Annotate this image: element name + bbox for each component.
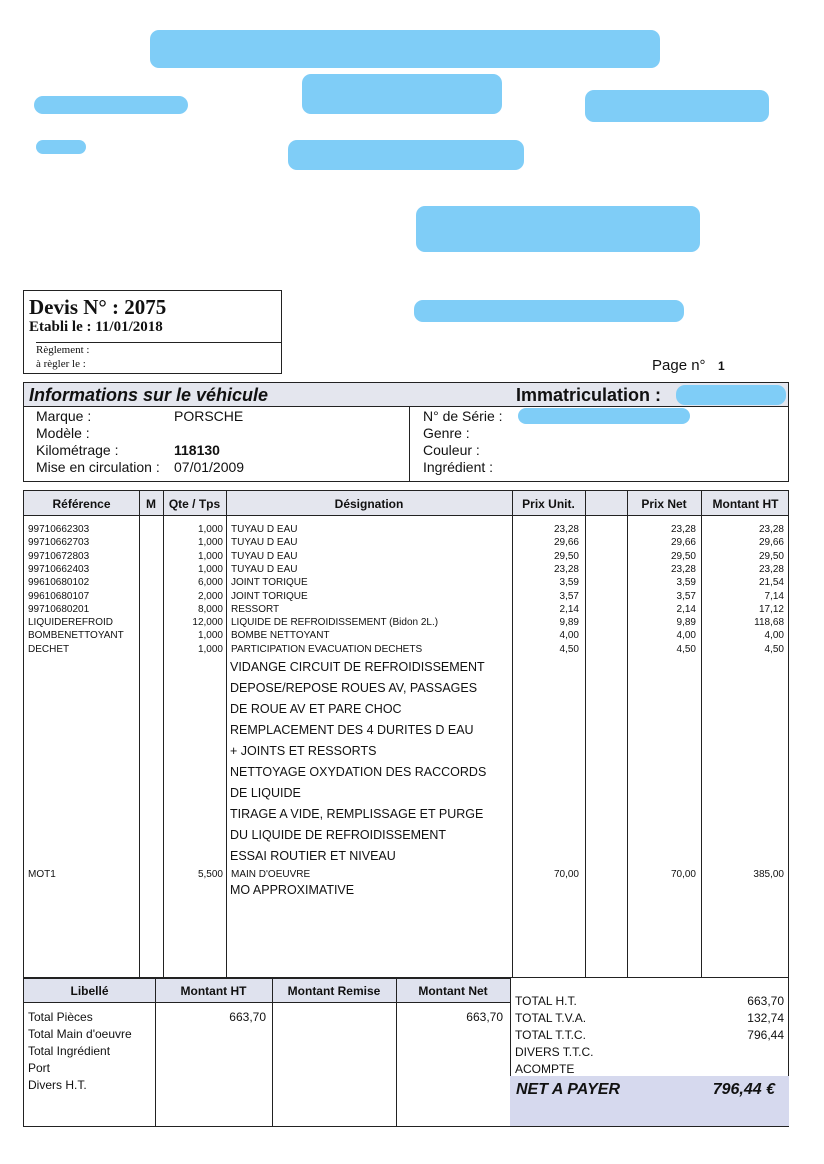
- row-prix-unit: 3,59: [559, 577, 579, 589]
- col-divider: [585, 491, 586, 977]
- note-line: ESSAI ROUTIER ET NIVEAU: [230, 849, 396, 863]
- header-qte: Qte / Tps: [168, 497, 221, 511]
- row-prix-unit: 23,28: [553, 563, 579, 575]
- circulation-value: 07/01/2009: [174, 459, 245, 475]
- row-reference: 99710662403: [28, 563, 90, 575]
- row-montant-ht: 118,68: [754, 617, 784, 629]
- row-reference: LIQUIDEREFROID: [28, 617, 114, 629]
- total-value: 796,44: [747, 1028, 784, 1042]
- header-designation: Désignation: [334, 497, 404, 511]
- row-prix-net: 3,57: [676, 590, 696, 602]
- row-montant-ht: 7,14: [764, 590, 784, 602]
- row-prix-unit: 4,50: [559, 643, 579, 655]
- total-label: TOTAL T.V.A.: [515, 1011, 587, 1025]
- note-line: DE LIQUIDE: [230, 786, 301, 800]
- km-label: Kilométrage :: [36, 442, 119, 458]
- row-reference: 99610680102: [28, 577, 90, 589]
- labour-designation: MAIN D'OEUVRE: [231, 869, 311, 880]
- devis-box: [23, 290, 282, 374]
- row-quantity: 1,000: [197, 563, 223, 575]
- row-reference: 99710662303: [28, 524, 90, 535]
- note-line: DE ROUE AV ET PARE CHOC: [230, 702, 402, 716]
- row-quantity: 1,000: [197, 524, 223, 535]
- redacted-company-name: [150, 30, 660, 68]
- labour-montant-ht: 385,00: [753, 869, 784, 880]
- row-designation: LIQUIDE DE REFROIDISSEMENT (Bidon 2L.): [231, 617, 439, 629]
- header-reference: Référence: [52, 497, 111, 511]
- row-prix-net: 2,14: [676, 603, 696, 615]
- row-prix-unit: 2,14: [559, 603, 579, 615]
- page-label: Page n°: [652, 357, 706, 374]
- immatriculation-label: Immatriculation :: [516, 385, 662, 405]
- total-value: 663,70: [747, 994, 784, 1008]
- row-quantity: 8,000: [197, 603, 223, 615]
- row-designation: JOINT TORIQUE: [231, 577, 308, 589]
- redacted-serie: [518, 408, 690, 424]
- total-label: ACOMPTE: [515, 1062, 575, 1076]
- labour-prix-net: 70,00: [670, 869, 696, 880]
- summary-label: Port: [28, 1061, 51, 1075]
- page-number: 1: [718, 359, 725, 373]
- summary-label: Total Ingrédient: [28, 1044, 111, 1058]
- row-quantity: 6,000: [197, 577, 223, 589]
- row-reference: DECHET: [28, 643, 70, 655]
- net-a-payer-label: NET A PAYER: [516, 1081, 621, 1098]
- marque-label: Marque :: [36, 408, 92, 424]
- row-reference: 99710680201: [28, 603, 90, 615]
- redacted-address-left-2: [36, 140, 86, 154]
- summary-header-libelle: Libellé: [70, 984, 109, 998]
- circulation-label: Mise en circulation :: [36, 459, 160, 475]
- row-prix-unit: 29,50: [553, 550, 579, 562]
- note-line: + JOINTS ET RESSORTS: [230, 744, 377, 758]
- total-value: 132,74: [747, 1011, 784, 1025]
- row-designation: BOMBE NETTOYANT: [231, 630, 330, 642]
- row-quantity: 12,000: [192, 617, 223, 629]
- row-designation: TUYAU D EAU: [231, 524, 298, 535]
- row-prix-net: 23,28: [670, 563, 696, 575]
- note-line: VIDANGE CIRCUIT DE REFROIDISSEMENT: [230, 660, 485, 674]
- summary-header-montant-ht: Montant HT: [180, 984, 247, 998]
- vehicle-header: [24, 383, 788, 407]
- col-divider: [226, 491, 227, 977]
- row-designation: JOINT TORIQUE: [231, 590, 308, 602]
- redacted-address-left: [34, 96, 188, 114]
- redacted-contact: [288, 140, 524, 170]
- vehicle-title: Informations sur le véhicule: [29, 385, 269, 405]
- row-prix-unit: 29,66: [553, 537, 579, 549]
- row-quantity: 1,000: [197, 643, 223, 655]
- row-montant-ht: 29,50: [758, 550, 784, 562]
- note-line: TIRAGE A VIDE, REMPLISSAGE ET PURGE: [230, 807, 484, 821]
- total-label: DIVERS T.T.C.: [515, 1045, 594, 1059]
- devis-title: Devis N° : 2075: [29, 295, 167, 319]
- row-quantity: 1,000: [197, 537, 223, 549]
- net-a-payer-box: [510, 1076, 789, 1126]
- row-montant-ht: 23,28: [758, 524, 784, 535]
- header-m: M: [146, 497, 156, 511]
- devis-divider: [36, 342, 281, 343]
- header-prix-unit: Prix Unit.: [522, 497, 575, 511]
- redacted-client-name: [416, 206, 700, 252]
- reglement-label: Règlement :: [36, 344, 90, 356]
- summary-box: [23, 978, 789, 1127]
- vehicle-divider: [409, 407, 410, 481]
- row-prix-net: 3,59: [676, 577, 696, 589]
- labour-qte: 5,500: [197, 869, 223, 880]
- header-prix-net: Prix Net: [641, 497, 687, 511]
- row-prix-net: 9,89: [676, 617, 696, 629]
- labour-note: MO APPROXIMATIVE: [230, 883, 355, 897]
- note-line: REMPLACEMENT DES 4 DURITES D EAU: [230, 723, 474, 737]
- row-prix-unit: 23,28: [553, 524, 579, 535]
- marque-value: PORSCHE: [174, 408, 244, 424]
- summary-header-net: Montant Net: [418, 984, 488, 998]
- redacted-address-right: [585, 90, 769, 122]
- row-prix-net: 4,50: [676, 643, 696, 655]
- summary-label: Divers H.T.: [28, 1078, 87, 1092]
- col-divider: [139, 491, 140, 977]
- row-montant-ht: 29,66: [758, 537, 784, 549]
- row-designation: TUYAU D EAU: [231, 563, 298, 575]
- modele-label: Modèle :: [36, 425, 90, 441]
- row-prix-unit: 4,00: [559, 630, 579, 642]
- row-designation: RESSORT: [231, 603, 280, 615]
- row-reference: 99610680107: [28, 590, 90, 602]
- labour-prix-unit: 70,00: [553, 869, 579, 880]
- row-montant-ht: 4,50: [764, 643, 784, 655]
- labour-ref: MOT1: [28, 869, 56, 880]
- row-designation: TUYAU D EAU: [231, 537, 298, 549]
- devis-date: Etabli le : 11/01/2018: [29, 319, 163, 335]
- note-line: DU LIQUIDE DE REFROIDISSEMENT: [230, 828, 446, 842]
- row-montant-ht: 4,00: [764, 630, 784, 642]
- total-label: TOTAL H.T.: [515, 994, 577, 1008]
- vehicle-info-box: [23, 382, 789, 482]
- summary-label: Total Main d'oeuvre: [28, 1027, 132, 1041]
- row-designation: PARTICIPATION EVACUATION DECHETS: [231, 643, 423, 655]
- genre-label: Genre :: [423, 425, 470, 441]
- note-line: NETTOYAGE OXYDATION DES RACCORDS: [230, 765, 487, 779]
- row-reference: 99710672803: [28, 550, 90, 562]
- row-reference: 99710662703: [28, 537, 90, 549]
- row-prix-net: 4,00: [676, 630, 696, 642]
- row-montant-ht: 17,12: [758, 603, 784, 615]
- row-prix-net: 29,50: [670, 550, 696, 562]
- total-label: TOTAL T.T.C.: [515, 1028, 586, 1042]
- row-quantity: 1,000: [197, 550, 223, 562]
- summary-header-remise: Montant Remise: [287, 984, 381, 998]
- note-line: DEPOSE/REPOSE ROUES AV, PASSAGES: [230, 681, 478, 695]
- net-a-payer-value: 796,44 €: [712, 1081, 775, 1098]
- couleur-label: Couleur :: [423, 442, 480, 458]
- row-montant-ht: 23,28: [758, 563, 784, 575]
- row-prix-net: 29,66: [670, 537, 696, 549]
- row-designation: TUYAU D EAU: [231, 550, 298, 562]
- summary-divider: [155, 978, 156, 1126]
- row-quantity: 2,000: [197, 590, 223, 602]
- pieces-montant-net: 663,70: [466, 1010, 503, 1024]
- header-montant-ht: Montant HT: [712, 497, 779, 511]
- pieces-montant-ht: 663,70: [229, 1010, 266, 1024]
- row-prix-net: 23,28: [670, 524, 696, 535]
- quote-table: [23, 490, 789, 978]
- summary-divider: [272, 978, 273, 1126]
- km-value: 118130: [174, 442, 220, 458]
- row-reference: BOMBENETTOYANT: [28, 630, 124, 642]
- row-prix-unit: 3,57: [559, 590, 579, 602]
- redacted-immatriculation: [676, 385, 786, 405]
- row-montant-ht: 21,54: [758, 577, 784, 589]
- redacted-client-address: [414, 300, 684, 322]
- ingredient-label: Ingrédient :: [423, 459, 494, 475]
- row-quantity: 1,000: [197, 630, 223, 642]
- summary-divider: [396, 978, 397, 1126]
- a-regler-label: à règler le :: [36, 358, 86, 370]
- summary-label: Total Pièces: [28, 1010, 93, 1024]
- redacted-address-center: [302, 74, 502, 114]
- serie-label: N° de Série :: [423, 408, 503, 424]
- row-prix-unit: 9,89: [559, 617, 579, 629]
